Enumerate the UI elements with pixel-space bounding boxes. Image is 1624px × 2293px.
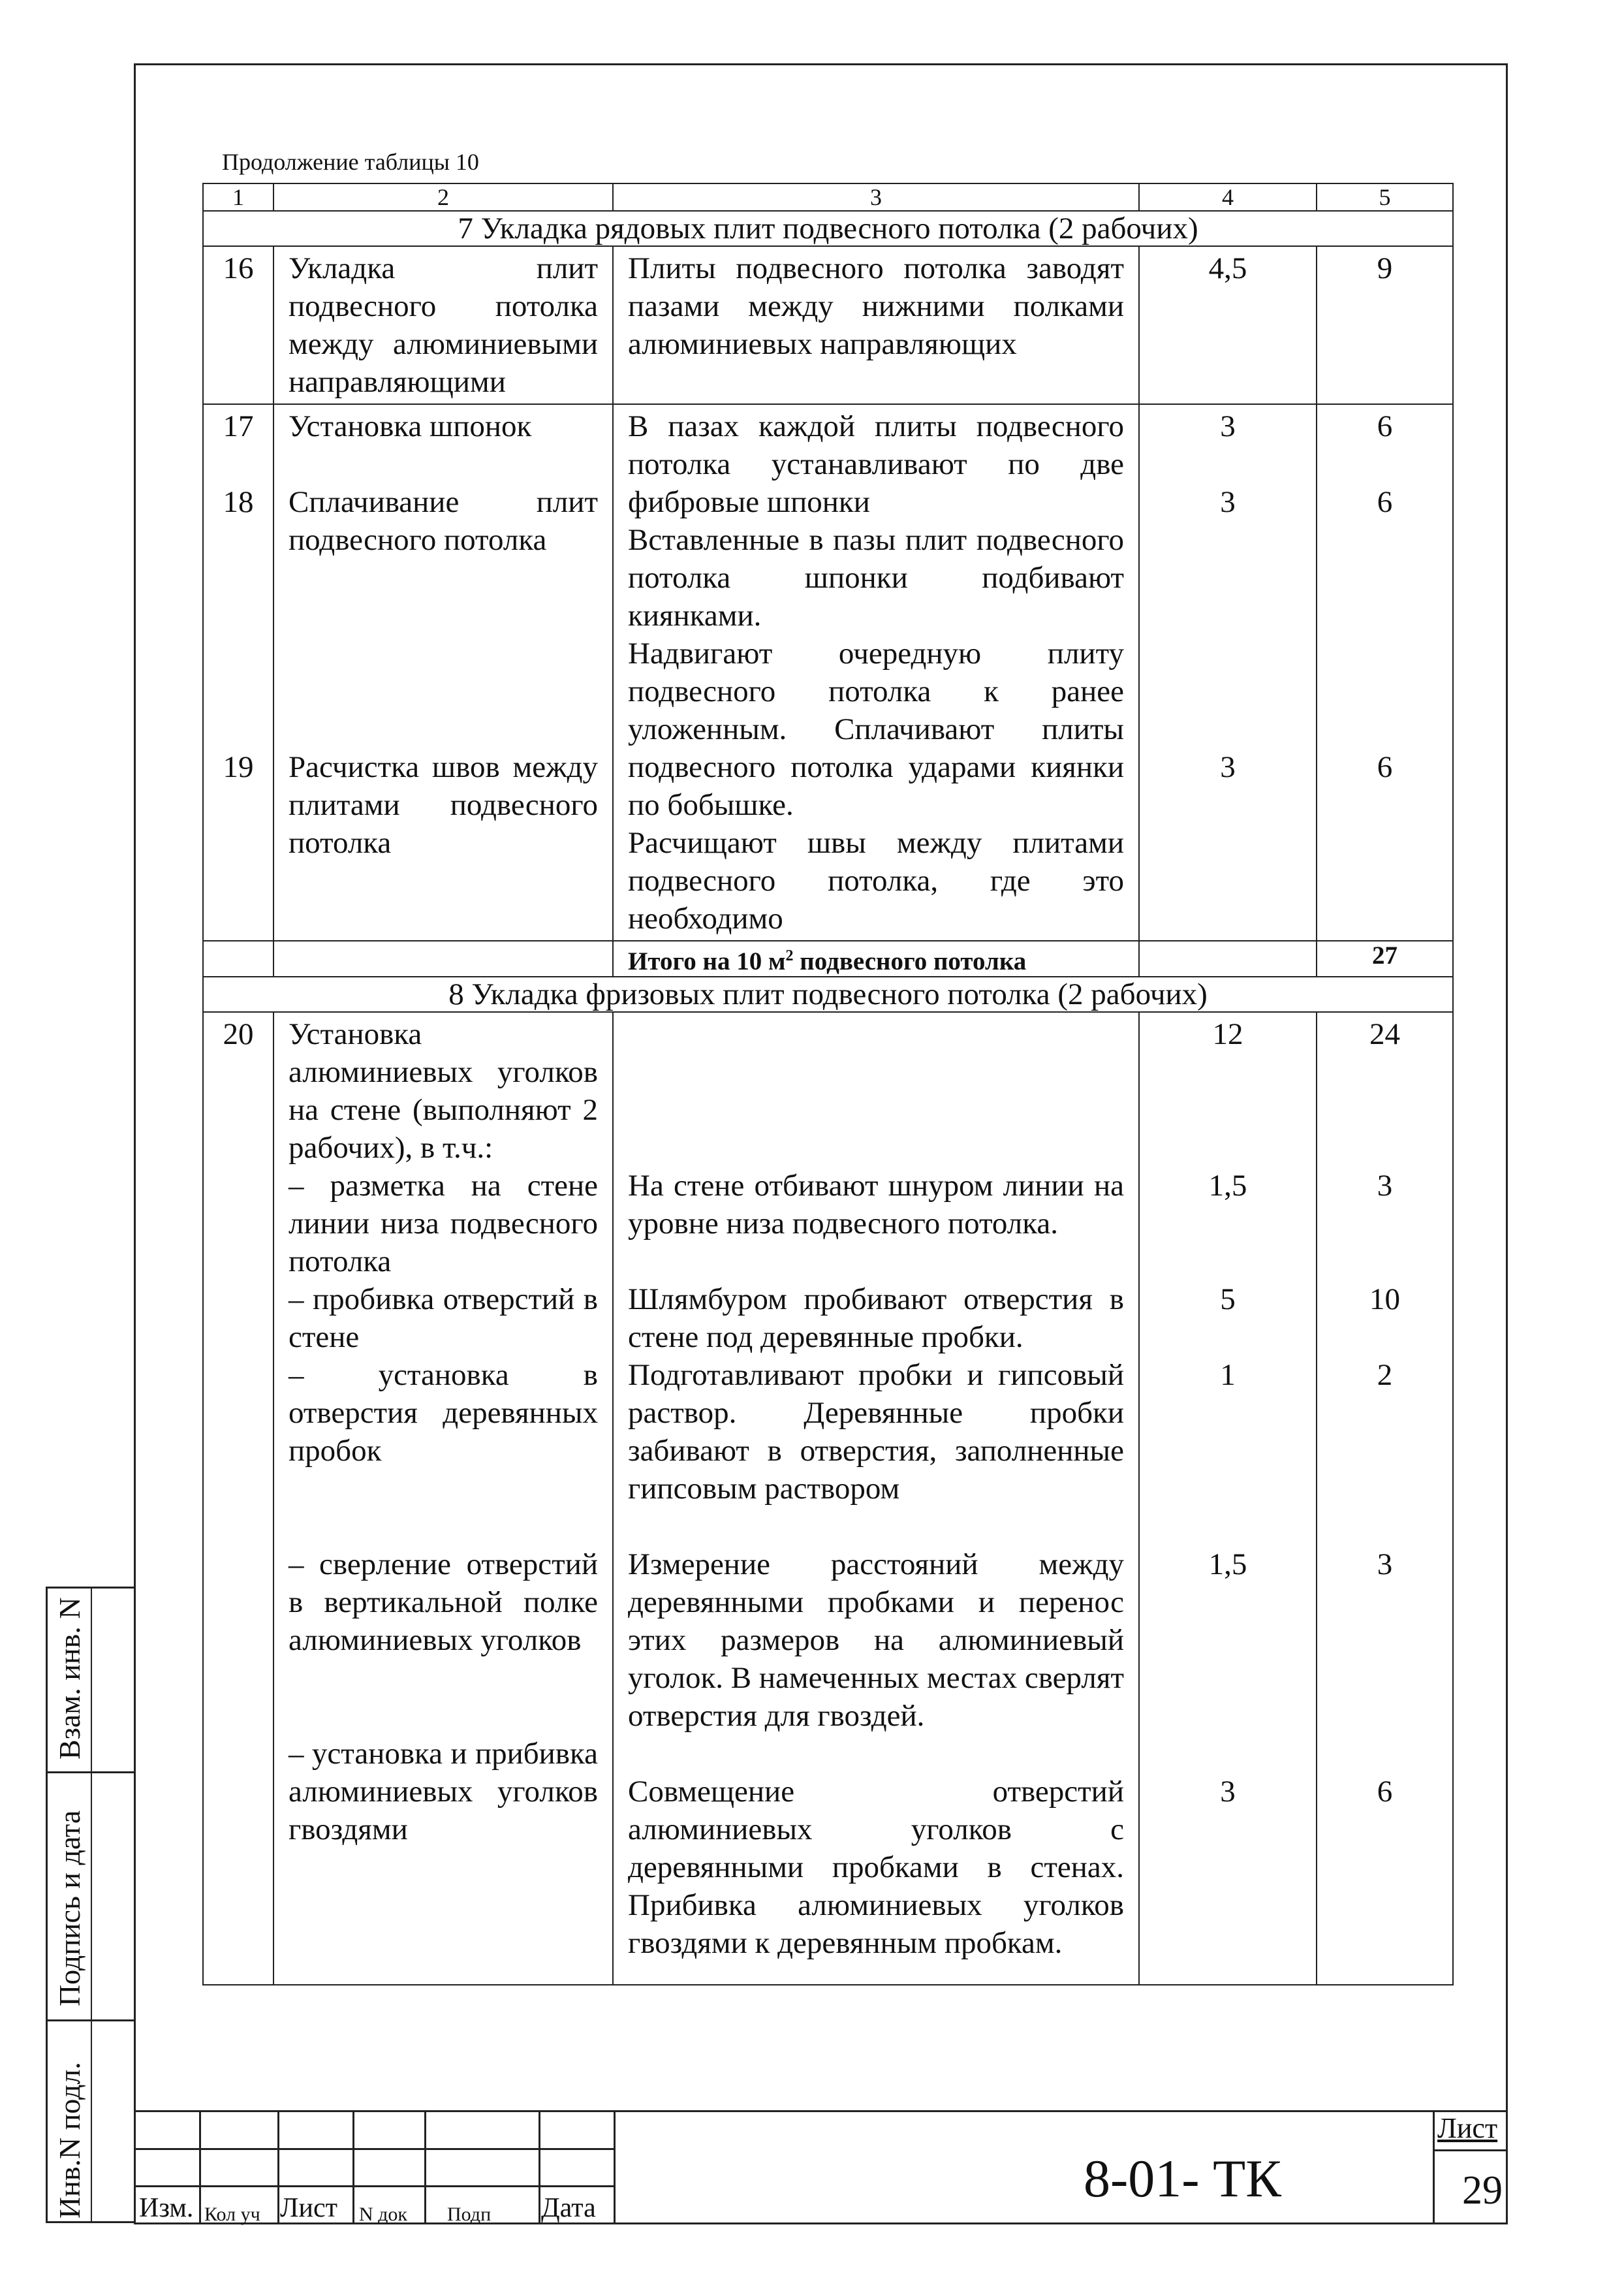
divider	[199, 2110, 201, 2224]
description-cell: В пазах каждой плиты подвесного потолка устанавливают по две фибровые шпонки	[628, 409, 1124, 519]
document-code: 8-01- ТК	[1084, 2149, 1281, 2208]
spacer	[289, 1659, 598, 1735]
table-row	[203, 404, 1453, 941]
data-label: Дата	[541, 2193, 596, 2223]
spacer	[1332, 521, 1438, 748]
total-label-tail: подвесного потолка	[793, 947, 1027, 975]
section-row	[203, 977, 1453, 1012]
labor-cost-cell: 24	[1369, 1017, 1400, 1051]
total-label	[613, 941, 1139, 977]
divider	[134, 2110, 1508, 2112]
spacer	[289, 559, 598, 748]
section-7-title: 7 Укладка рядовых плит подвесного потолка (2 рабочих)	[203, 211, 1453, 246]
divider	[48, 1771, 136, 1773]
spacer	[1154, 1583, 1302, 1773]
divider	[352, 2110, 354, 2224]
header-col-3: 3	[613, 183, 1139, 211]
empty-cell	[203, 941, 273, 977]
divider	[539, 2110, 540, 2224]
time-norm-cell: 1,5	[1208, 1169, 1247, 1203]
spacer	[1154, 1205, 1302, 1280]
spacer	[1332, 1318, 1438, 1356]
labor-cost-cell: 6	[1377, 1775, 1393, 1809]
labor-cost-cell: 2	[1377, 1358, 1393, 1392]
sheet-label: Лист	[1437, 2112, 1498, 2144]
spacer	[628, 1508, 1124, 1545]
spacer	[289, 445, 598, 483]
podp-label: Подп	[447, 2204, 492, 2225]
time-norm-cell: 3	[1220, 485, 1236, 519]
total-row	[203, 941, 1453, 977]
total-label-text: Итого на 10 м	[628, 947, 786, 975]
spacer	[628, 1015, 1124, 1167]
operations-20	[273, 1012, 613, 1985]
time-norm-cell: 3	[1220, 409, 1236, 443]
descriptions-17-19	[613, 404, 1139, 941]
spacer	[1332, 1053, 1438, 1167]
work-table	[202, 183, 1454, 1985]
list-label: Лист	[280, 2193, 337, 2223]
labor-cost-cell: 9	[1317, 246, 1453, 404]
kol-uch-label: Кол уч	[204, 2204, 260, 2225]
vzam-inv-label: Взам. инв. N	[53, 1597, 86, 1760]
labor-costs-17-19	[1317, 404, 1453, 941]
total-value: 27	[1317, 941, 1453, 977]
divider	[1433, 2110, 1435, 2224]
sub-operation: – пробивка отверстий в стене	[289, 1282, 598, 1354]
title-block	[134, 2110, 1508, 2224]
spacer	[289, 1470, 598, 1545]
header-col-5: 5	[1317, 183, 1453, 211]
spacer	[218, 521, 258, 748]
spacer	[628, 1735, 1124, 1773]
n-dok-label: N док	[359, 2204, 408, 2225]
spacer	[1154, 1053, 1302, 1167]
empty-cell	[1139, 941, 1317, 977]
section-row	[203, 211, 1453, 246]
total-label-sup: 2	[785, 947, 794, 964]
header-col-2: 2	[273, 183, 613, 211]
labor-cost-cell: 6	[1377, 750, 1393, 784]
sub-description: Совмещение отверстий алюминиевых уголков с деревянными пробками в стенах. Прибивка алюминиевых уголков гвоздями к деревянным пробкам.	[628, 1775, 1124, 1960]
spacer	[1332, 1394, 1438, 1545]
row-number: 18	[223, 485, 254, 519]
time-norms-20	[1139, 1012, 1317, 1985]
time-norm-cell: 1	[1220, 1358, 1236, 1392]
divider	[614, 2110, 616, 2224]
time-norm-cell: 1,5	[1208, 1547, 1247, 1581]
time-norm-cell: 4,5	[1139, 246, 1317, 404]
spacer	[1154, 445, 1302, 483]
spacer	[218, 445, 258, 483]
table-row	[203, 246, 1453, 404]
labor-cost-cell: 3	[1377, 1169, 1393, 1203]
sub-operation: – разметка на стене линии низа подвесного потолка	[289, 1169, 598, 1278]
divider	[1433, 2149, 1508, 2151]
labor-cost-cell: 6	[1377, 409, 1393, 443]
time-norm-cell: 3	[1220, 1775, 1236, 1809]
sub-operation: – сверление отверстий в вертикальной полке алюминиевых уголков	[289, 1547, 598, 1657]
sub-description: На стене отбивают шнуром линии на уровне низа подвесного потолка.	[628, 1169, 1124, 1241]
sheet-number: 29	[1462, 2168, 1503, 2213]
sub-description: Измерение расстояний между деревянными пробками и перенос этих размеров на алюминиевый уголок. В намеченных местах сверлят отверстия для гвоздей.	[628, 1547, 1124, 1733]
description-cell: Расчищают швы между плитами подвесного потолка, где это необходимо	[628, 826, 1124, 936]
row-number: 17	[223, 409, 254, 443]
labor-cost-cell: 3	[1377, 1547, 1393, 1581]
time-norms-17-19	[1139, 404, 1317, 941]
table-header-row	[203, 183, 1453, 211]
row-number: 19	[223, 750, 254, 784]
spacer	[1154, 1394, 1302, 1545]
labor-costs-20	[1317, 1012, 1453, 1985]
header-col-1: 1	[203, 183, 273, 211]
time-norm-cell: 5	[1220, 1282, 1236, 1316]
description-cell: Вставленные в пазы плит подвесного потолка шпонки подбивают киянками.	[628, 523, 1124, 633]
inv-number-label: Инв.N подл.	[53, 2062, 86, 2219]
spacer	[1154, 1318, 1302, 1356]
table-row	[203, 1012, 1453, 1985]
spacer	[1332, 1583, 1438, 1773]
operations-17-19	[273, 404, 613, 941]
signature-date-label: Подпись и дата	[53, 1810, 86, 2006]
operation-cell: Расчистка швов между плитами подвесного потолка	[289, 750, 598, 860]
labor-cost-cell: 10	[1369, 1282, 1400, 1316]
divider	[424, 2110, 426, 2224]
divider	[277, 2110, 279, 2224]
row-number: 20	[203, 1012, 273, 1985]
labor-cost-cell: 6	[1377, 485, 1393, 519]
operation-cell: Установка шпонок	[289, 409, 532, 443]
header-col-4: 4	[1139, 183, 1317, 211]
side-stamp-strip	[46, 1587, 134, 2223]
descriptions-20	[613, 1012, 1139, 1985]
spacer	[1332, 445, 1438, 483]
time-norm-cell: 3	[1220, 750, 1236, 784]
description-cell: Надвигают очередную плиту подвесного потолка к ранее уложенным. Сплачивают плиты подвесного потолка ударами киянки по бобышке.	[628, 637, 1124, 822]
izm-label: Изм.	[139, 2193, 194, 2223]
time-norm-cell: 12	[1212, 1017, 1243, 1051]
empty-cell	[273, 941, 613, 977]
row-numbers-17-19	[203, 404, 273, 941]
divider	[134, 2185, 614, 2187]
table-caption: Продолжение таблицы 10	[222, 149, 479, 175]
operation-cell: Укладка плит подвесного потолка между алюминиевыми направляющими	[273, 246, 613, 404]
sub-operation: – установка и прибивка алюминиевых уголков гвоздями	[289, 1737, 598, 1846]
row-number: 16	[203, 246, 273, 404]
operation-cell: Сплачивание плит подвесного потолка	[289, 485, 598, 557]
sub-description: Шлямбуром пробивают отверстия в стене под деревянные пробки.	[628, 1282, 1124, 1354]
divider	[48, 2019, 136, 2021]
sub-description: Подготавливают пробки и гипсовый раствор. Деревянные пробки забивают в отверстия, заполненные гипсовым раствором	[628, 1358, 1124, 1506]
section-8-title: 8 Укладка фризовых плит подвесного потолка (2 рабочих)	[203, 977, 1453, 1012]
sub-operation: – установка в отверстия деревянных пробок	[289, 1358, 598, 1468]
divider	[134, 2148, 614, 2150]
operation-cell: Установка алюминиевых уголков на стене (выполняют 2 рабочих), в т.ч.:	[289, 1017, 598, 1165]
spacer	[1154, 521, 1302, 748]
spacer	[1332, 1205, 1438, 1280]
description-cell: Плиты подвесного потолка заводят пазами между нижними полками алюминиевых направляющих	[613, 246, 1139, 404]
